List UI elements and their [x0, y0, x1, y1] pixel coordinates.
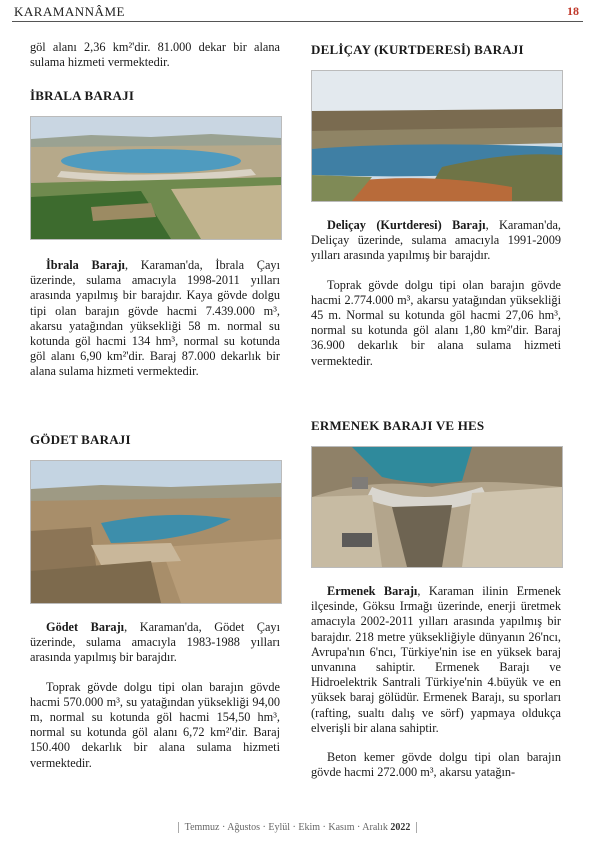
ibrala-description: , Karaman'da, İbrala Çayı üzerinde, sulama amacıyla 1998-2011 yılları arasında yapılmış bir barajdır. Kaya gövde dolgu tipi olan barajın gövde hacmi 7.439.000 m³, akarsu yatağından yüksekliği 58 m. normal su kotunda göl hacmi 134 hm³, normal su kotunda göl alanı 6,90 km²'dir. Baraj 87.000 dekarlık bir alana sulama hizmeti vermektedir.: [30, 258, 280, 379]
page-footer: [0, 822, 595, 833]
ibrala-paragraph: [30, 258, 280, 380]
footer-months: Temmuz · Ağustos · Eylül · Ekim · Kasım · Aralık: [184, 822, 388, 833]
godet-name: Gödet Barajı: [46, 620, 125, 634]
page-number: 18: [567, 4, 579, 18]
delicay-paragraph-1: [311, 218, 561, 264]
delicay-paragraph-2: Toprak gövde dolgu tipi olan barajın gövde hacmi 2.774.000 m³, akarsu yatağından yüksekliği 45 m. Normal su kotunda göl hacmi 27,06 hm³, normal su kotunda göl alanı 1,80 km²'dir. Baraj 36.900 dekarlık bir alana sulama hizmeti vermektedir.: [311, 277, 561, 368]
header-divider: [12, 21, 583, 22]
godet-paragraph-2: Toprak gövde dolgu tipi olan barajın gövde hacmi 570.000 m³, su yatağından yüksekliği 94,00 m, normal su kotunda göl hacmi 154,50 hm³, normal su kotunda göl alanı 6,72 km²'dir. Baraj 150.400 dekarlık bir alana sulama hizmeti vermektedir.: [30, 679, 280, 770]
delicay-name: Deliçay (Kurtderesi) Barajı: [327, 218, 486, 232]
godet-paragraph-1: [30, 620, 280, 666]
left-column: [30, 40, 280, 70]
footer-year: 2022: [390, 822, 411, 833]
ermenek-dam-photo: [311, 446, 563, 568]
ibrala-text: [30, 258, 280, 380]
godet-heading: GÖDET BARAJI: [30, 432, 131, 447]
godet-description: , Karaman'da, Gödet Çayı üzerinde, sulama amacıyla 1983-1988 yılları arasında yapılmış bir barajdır.: [30, 620, 280, 665]
delicay-dam-photo: [311, 70, 563, 202]
ermenek-name: Ermenek Barajı: [327, 584, 418, 598]
ermenek-text: [311, 584, 561, 780]
delicay-description: , Karaman'da, Deliçay üzerinde, sulama amacıyla 1991-2009 yılları arasında yapılmış bir barajdır.: [311, 218, 562, 263]
ermenek-paragraph-1: [311, 584, 561, 736]
footer-issue: [178, 822, 418, 833]
ibrala-name: İbrala Barajı: [46, 258, 125, 272]
godet-text: [30, 620, 280, 771]
ermenek-description: , Karaman ilinin Ermenek ilçesinde, Göksu Irmağı üzerinde, enerji üretmek amacıyla 2002-2011 yılları arasında yapılmış bir barajdır. 218 metre yüksekliğiyle dünyanın 26'ncı, Avrupa'nın 6'ncı, Türkiye'nin ise en yüksek baraj unvanına sahiptir. Ermenek Barajı ve Hidroelektrik Santrali Türkiye'nin 4.büyük ve en yüksek baraj gölüdür. Ermenek Barajı, su sporları (rafting, sualtı dalış ve sörf) yapmaya oldukça elverişli bir alana sahiptir.: [311, 584, 561, 735]
ermenek-heading: ERMENEK BARAJI VE HES: [311, 418, 485, 433]
godet-dam-photo: [30, 460, 282, 604]
intro-paragraph: göl alanı 2,36 km²'dir. 81.000 dekar bir alana sulama hizmeti vermektedir.: [30, 40, 280, 70]
magazine-title: KARAMANNÂME: [14, 4, 125, 19]
delicay-text: [311, 218, 561, 369]
page-header: [12, 2, 583, 22]
ibrala-heading: İBRALA BARAJI: [30, 88, 135, 103]
delicay-heading: DELİÇAY (KURTDERESİ) BARAJI: [311, 42, 524, 57]
ibrala-dam-photo: [30, 116, 282, 240]
ermenek-paragraph-2: Beton kemer gövde dolgu tipi olan barajın gövde hacmi 272.000 m³, akarsu yatağın-: [311, 750, 561, 780]
